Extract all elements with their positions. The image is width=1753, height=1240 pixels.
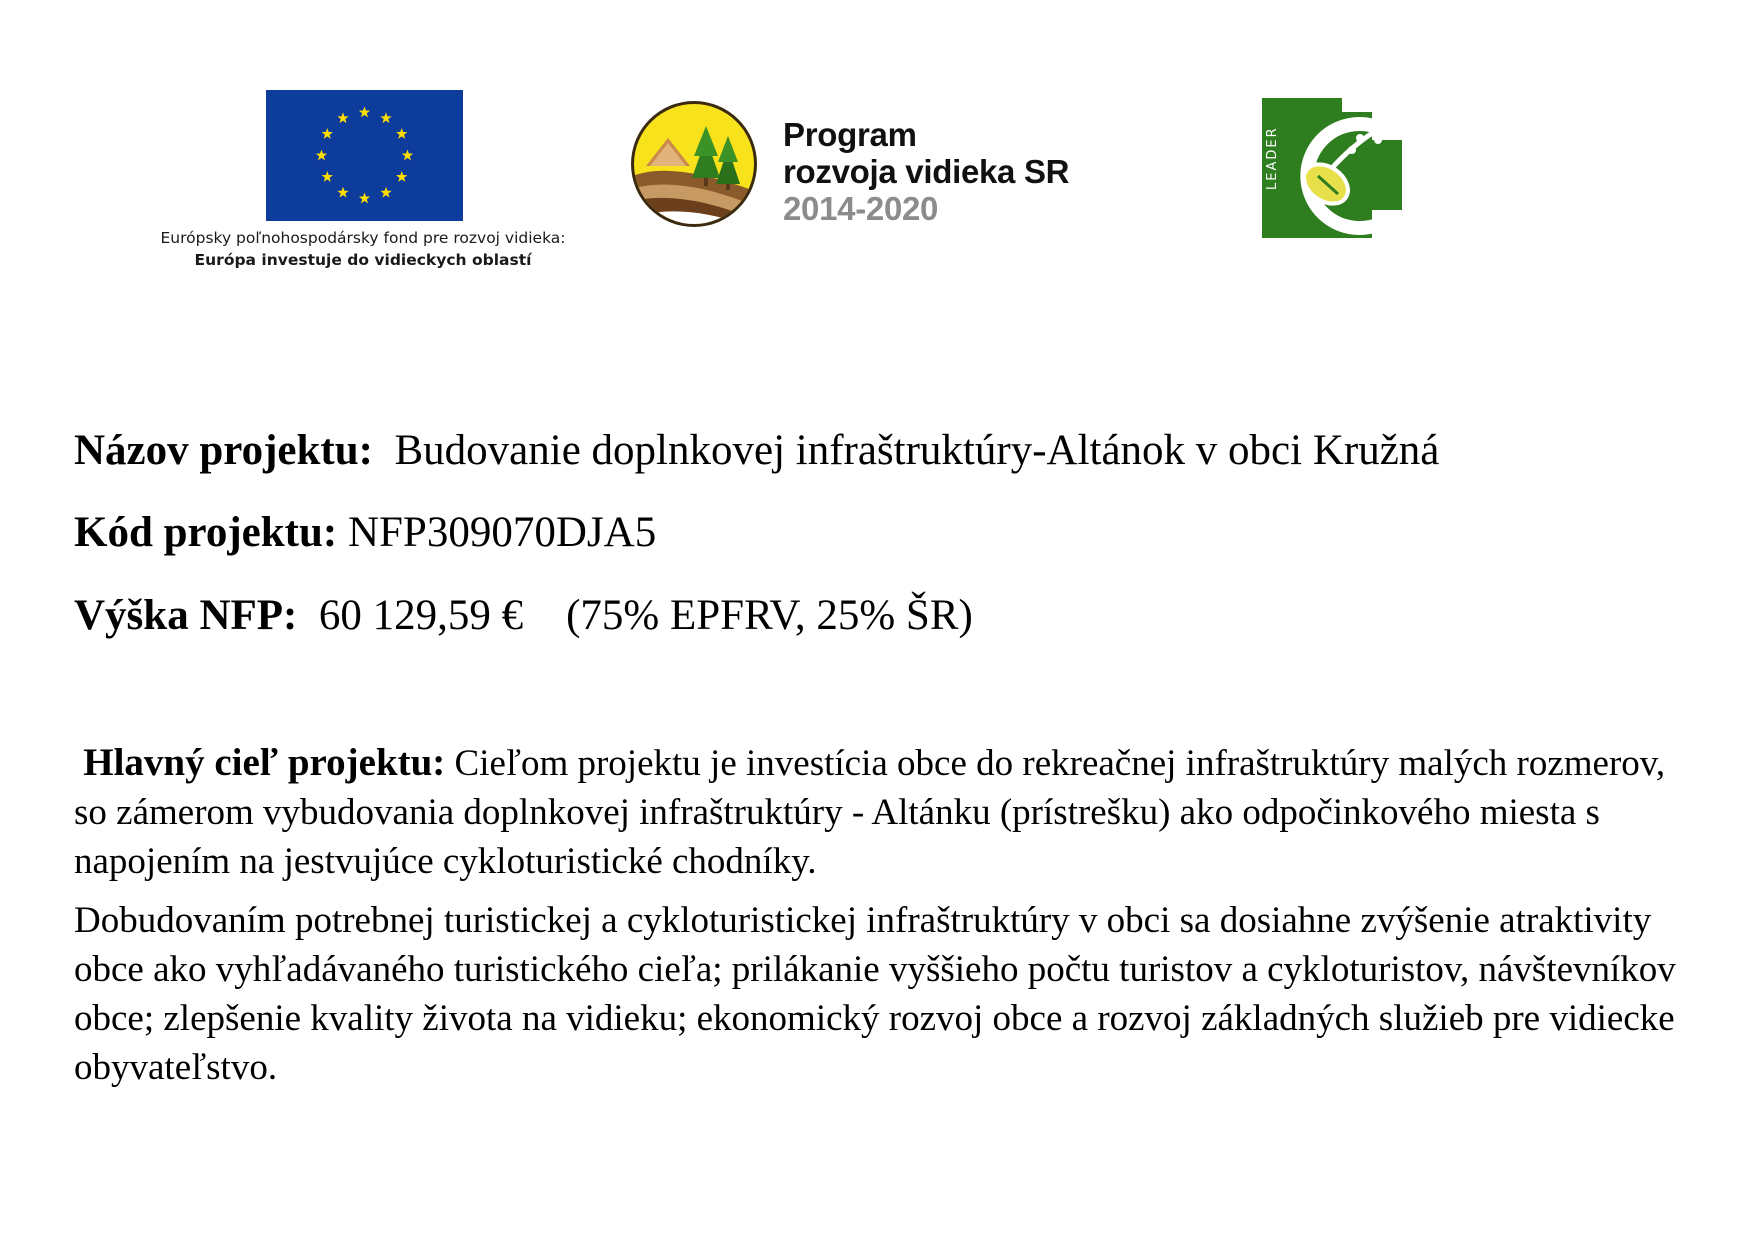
goal-label: Hlavný cieľ projektu: [83, 741, 446, 784]
project-code-label: Kód projektu: [74, 509, 338, 556]
goal-text-2: Dobudovaním potrebnej turistickej a cykloturistickej infraštruktúry v obci sa dosiahne zvýšenie atraktivity obce ako vyhľadávaného turistického cieľa; prilákanie vyššieho počtu turistov a cykloturistov, návštevníkov obce; zlepšenie kvality života na vidieku; ekonomický rozvoj obce a rozvoj základných služieb pre vidiecke obyvateľstvo. [74, 900, 1676, 1088]
project-amount-line [74, 591, 973, 641]
leader-text: LEADER [1265, 126, 1280, 190]
prv-years: 2014-2020 [783, 190, 939, 227]
project-amount-value: 60 129,59 € [318, 592, 524, 639]
eu-caption-line1: Európsky poľnohospodársky fond pre rozvoj vidieka: [160, 229, 566, 247]
project-name-value: Budovanie doplnkovej infraštruktúry-Altánok v obci Kružná [394, 427, 1440, 474]
goal-paragraph-2 [74, 896, 1684, 1092]
project-name-line [74, 426, 1439, 476]
eu-caption [118, 227, 608, 271]
prv-emblem-icon [628, 98, 760, 230]
project-amount-split: (75% EPFRV, 25% ŠR) [566, 592, 973, 639]
project-amount-label: Výška NFP: [74, 592, 298, 639]
prv-line2: rozvoja vidieka SR [783, 153, 1070, 190]
project-goal-section [74, 738, 1684, 1102]
eu-flag-icon [266, 90, 463, 221]
project-name-label: Názov projektu: [74, 427, 373, 474]
goal-text-1: Cieľom projektu je investícia obce do rekreačnej infraštruktúry malých rozmerov, so zámerom vybudovania doplnkovej infraštruktúry - Altánku (prístrešku) ako odpočinkového miesta s napojením na jestvujúce cykloturistické chodníky. [74, 743, 1666, 882]
eu-caption-line2: Európa investuje do vidieckych oblastí [194, 251, 532, 269]
leader-logo-block [1262, 98, 1402, 238]
prv-line1: Program [783, 116, 917, 153]
prv-wordmark [783, 116, 1069, 227]
prv-logo-block [628, 96, 1128, 236]
project-code-value: NFP309070DJA5 [347, 509, 657, 556]
leader-logo-icon [1262, 98, 1402, 238]
project-code-line [74, 508, 656, 558]
goal-paragraph-1 [74, 738, 1684, 886]
